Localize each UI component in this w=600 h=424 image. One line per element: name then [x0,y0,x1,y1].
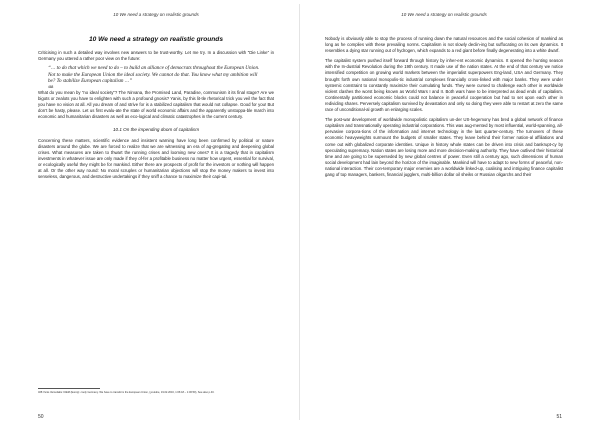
right-page [300,0,600,424]
body-paragraph: Concerning these matters, scientific evidence and insistent warning have long been confirmed by political or nature disasters around the globe. We are forced to realize that we are witnessing an era of ag-gregating and deepening global crises. What measures are taken to thwart the running crises and looming new ones? It is a tragedy that in capitalism investments in whatever issue are only made if they of-fer a profitable business no matter how urgent, essential for survival, or ecologically useful they might be for mankind. Either there are prospects of profit for the investors or nothing will happen at all. Or the other way round: No moral scruples or humanitarian objections will stop the money makers to invest into senseless, dangerous, and destructive undertakings if they sniff a chance to maximize their capi-tal. [38,137,274,180]
body-paragraph: Nobody is obviously able to stop the process of running down the natural resources and the social cohesion of mankind as long as he complies with these prevailing norms. Capitalism is not slowly declin-ing but suffocating on its own dynamics. It resembles a dying star running out of hydrogen, which expands to a red giant before finally degenerating into a white dwarf. [325,36,563,54]
running-head: 10 We need a strategy on realistic grounds [401,12,487,17]
footnote-rule [38,388,100,389]
page-number: 50 [38,414,44,420]
intro-paragraph: Criticising in such a detailed way involves new answers to be trust-worthy. Let me try. In a discussion with “Die Linke” in Germany you uttered a rather poor view on the future: [38,50,274,62]
block-quote: “… to do that which we need to do – to build an alliance of democrats throughout the European Union. Not to make the European Union the ideal society. We cannot do that. You know what my ambition will be? To stabilize European capitalism …” [48,65,260,85]
chapter-title: 10 We need a strategy on realistic grounds [89,36,223,43]
body-paragraph: What do you mean by “no ideal society”? The Nirvana, the Promised Land, Paradise, communism it its final stage? Are we bigots or zealots you have to enlighten with such a profound gnosis? Yanis, by this lit-tle rhetorical trick you veil the fact that you have no vision at all. All you dream of and strive for is a stabilized capitalism that would not collapse. Good for you! But don’t be hasty, please. Let us first evalu-ate the state of world economic affairs and the apparently unstoppa-ble march into economic and humanitarian disasters as well as eco-logical and climatic catastrophes in the current century. [38,89,274,120]
running-head: 10 We need a strategy on realistic grounds [113,12,199,17]
left-page-content [38,12,274,180]
section-title: 10.1 On the impending doom of capitalism [112,127,200,133]
right-page-content [325,12,563,178]
body-paragraph: The capitalist system pushed itself forward through history by inher-ent economic dynamics. It opened the hunting season with the In-dustrial Revolution during the 19th century. It made use of the nation states. At the end of that century we notice intensified competition on growing world markets between the imperialist superpowers Eng-land, USA and Germany. They brought forth own national monopolis-tic industrial complexes financially cross-linked with major banks. They were under systemic constraint to constantly maximize their cumulating funds. They were cursed to challenge each other in worldwide violent clashes the worst being known as World Wars I and II. Both wars have to be interpreted as dead ends of capitalism. Continentally partitioned economic blocks could not balance in peaceful cooperation but had to set upon each other in redividing shares. Perversely capitalism survived by devastation and only so doing they were able to restart at zero the same race of unconditional-al growth on enlarging scales. [325,58,563,113]
footnote: 468 Yanis Varoufakis: DiEM (Europ): cooly Germany. We have to transform the European Union, (youtube, 19.02.2016, 1:06:18 – 1:06:50), See also p.40. [38,391,215,394]
quote-footnote-mark: 468 [48,84,54,89]
page-number: 51 [556,414,562,420]
body-paragraph: The post-war development of worldwide monopolistic capitalism un-der US-hegemony has bred a global network of finance capitalism and transnationally operating industrial corporations. This was aug-mented by most influential, world-spanning, all-pervasive corpora-tions of the information and internet technology in the last quarter-century. The turnovers of these economic heavyweights surmount the budgets of smaller states. They leave behind their former nation-al affiliations and come out with globalized corporate identities. Unique in history whole states can be driven into crisis and bankrupt-cy by speculating supremacy. Nation states are losing more and more decision-making authority. They have outlived their historical time and are going to be superseded by new global centres of power. Even still a century ago, such dimensions of human social development had lain beyond the horizon of the imaginable. Mankind will have to adapt to new forms of peaceful, non-national interaction. Their con-temporary major enemies are a worldwide linked-up, coalising and intriguing finance capitalist gang of top managers, bankers, financial jugglers, multi-billion dollar oil sheiks or Russian oligarchs and their [325,117,563,177]
